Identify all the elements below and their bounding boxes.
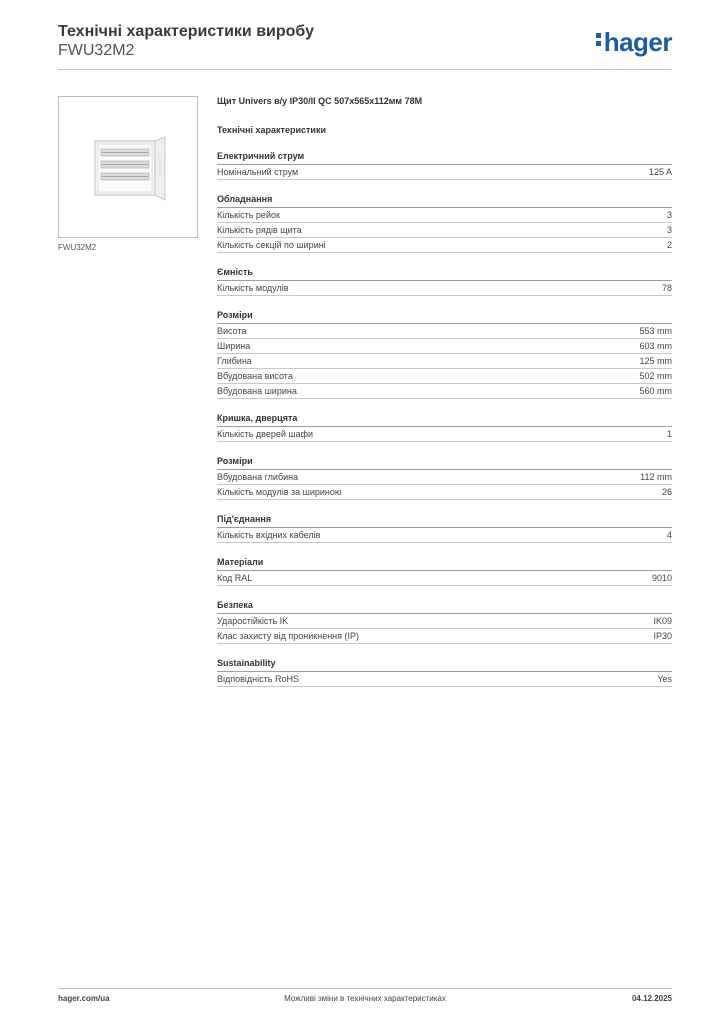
spec-value: 3 (666, 210, 672, 220)
spec-row (217, 528, 672, 543)
spec-row (217, 223, 672, 238)
product-image-caption: FWU32M2 (58, 243, 97, 252)
spec-row (217, 238, 672, 253)
spec-label: Кількість дверей шафи (217, 429, 314, 439)
spec-section (217, 151, 672, 180)
specs-heading: Технічні характеристики (217, 125, 326, 135)
spec-value: 9010 (651, 573, 672, 583)
spec-value: 560 mm (639, 386, 672, 396)
section-title: Ємність (217, 267, 672, 281)
spec-value: IP30 (653, 631, 672, 641)
spec-label: Код RAL (217, 573, 253, 583)
section-title: Розміри (217, 456, 672, 470)
spec-row (217, 672, 672, 687)
spec-column (217, 96, 672, 687)
spec-section (217, 310, 672, 399)
spec-row (217, 281, 672, 296)
footer-date: 04.12.2025 (631, 994, 672, 1003)
product-name: Щит Univers в/у IP30/II QC 507x565x112мм 78М (217, 96, 423, 106)
spec-value: 1 (666, 429, 672, 439)
spec-label: Клас захисту від проникнення (IP) (217, 631, 360, 641)
hager-logo (596, 27, 672, 58)
spec-value: 112 mm (640, 472, 672, 482)
spec-row (217, 571, 672, 586)
spec-value: 3 (666, 225, 672, 235)
spec-row (217, 470, 672, 485)
spec-row (217, 208, 672, 223)
spec-value: 603 mm (639, 341, 672, 351)
spec-label: Висота (217, 326, 247, 336)
product-image (58, 96, 198, 238)
spec-value: 2 (666, 240, 672, 250)
spec-value: 78 (661, 283, 672, 293)
spec-section (217, 557, 672, 586)
spec-value: 125 mm (639, 356, 672, 366)
spec-row (217, 485, 672, 500)
spec-label: Вбудована ширина (217, 386, 297, 396)
spec-value: Yes (657, 674, 672, 684)
spec-section (217, 600, 672, 644)
spec-value: IK09 (653, 616, 672, 626)
header-divider (58, 69, 672, 70)
section-title: Електричний струм (217, 151, 672, 165)
logo-text: hager (603, 27, 672, 57)
spec-row (217, 339, 672, 354)
spec-label: Глибина (217, 356, 252, 366)
page-subtitle: FWU32M2 (58, 42, 135, 59)
spec-section (217, 514, 672, 543)
spec-row (217, 384, 672, 399)
spec-label: Кількість секцій по ширині (217, 240, 326, 250)
spec-section (217, 194, 672, 253)
spec-label: Кількість вхідних кабелів (217, 530, 321, 540)
spec-label: Ширина (217, 341, 251, 351)
spec-section (217, 456, 672, 500)
spec-section (217, 658, 672, 687)
spec-sections (217, 151, 672, 687)
spec-value: 125 A (648, 167, 672, 177)
spec-row (217, 165, 672, 180)
spec-label: Кількість рейок (217, 210, 280, 220)
section-title: Обладнання (217, 194, 672, 208)
section-title: Безпека (217, 600, 672, 614)
spec-label: Вбудована висота (217, 371, 293, 381)
spec-label: Кількість рядів щита (217, 225, 302, 235)
section-title: Під'єднання (217, 514, 672, 528)
spec-value: 4 (666, 530, 672, 540)
spec-value: 553 mm (639, 326, 672, 336)
footer-disclaimer: Можливі зміни в технічних характеристиках (284, 994, 446, 1003)
spec-section (217, 413, 672, 442)
spec-row (217, 629, 672, 644)
section-title: Розміри (217, 310, 672, 324)
spec-section (217, 267, 672, 296)
footer-divider (58, 988, 672, 989)
spec-label: Номінальний струм (217, 167, 299, 177)
spec-label: Вбудована глибина (217, 472, 299, 482)
spec-value: 502 mm (639, 371, 672, 381)
spec-row (217, 354, 672, 369)
spec-row (217, 427, 672, 442)
logo-dots-icon (596, 33, 602, 49)
spec-row (217, 369, 672, 384)
page-header (58, 22, 672, 68)
spec-value: 26 (661, 487, 672, 497)
spec-label: Ударостійкість IK (217, 616, 289, 626)
spec-label: Кількість модулів за шириною (217, 487, 342, 497)
section-title: Sustainability (217, 658, 672, 672)
spec-row (217, 614, 672, 629)
spec-label: Кількість модулів (217, 283, 289, 293)
footer-website-link[interactable]: hager.com/ua (58, 994, 110, 1003)
spec-row (217, 324, 672, 339)
spec-label: Відповідність RoHS (217, 674, 299, 684)
page-title: Технічні характеристики виробу (58, 23, 314, 40)
section-title: Матеріали (217, 557, 672, 571)
distribution-board-illustration (59, 97, 197, 237)
section-title: Кришка, дверцята (217, 413, 672, 427)
